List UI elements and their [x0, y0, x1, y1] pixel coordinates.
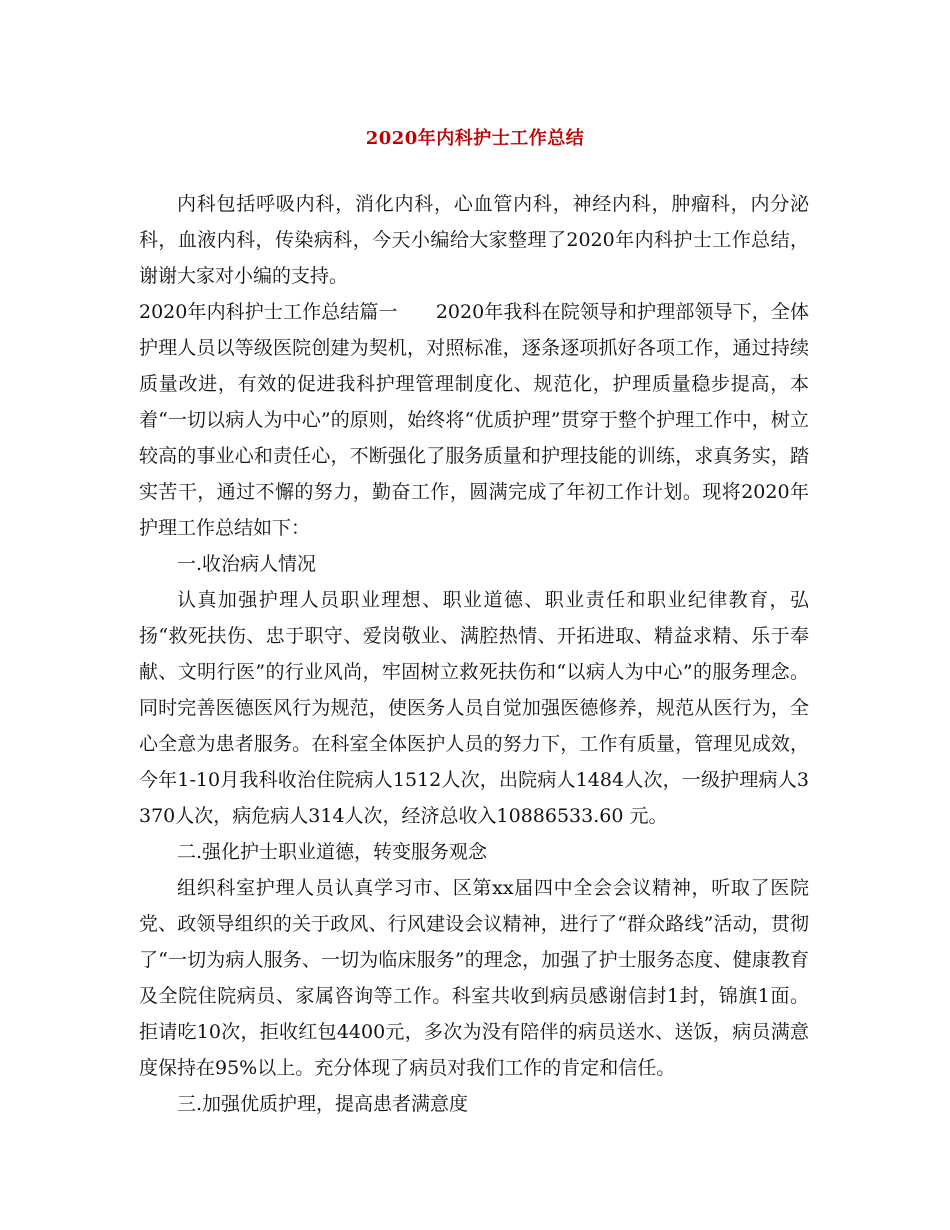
section-heading-1: 一.收治病人情况 [177, 553, 317, 575]
intro-paragraph: 内科包括呼吸内科，消化内科，心血管内科，神经内科，肿瘤科，内分泌科，血液内科，传染病科，今天小编给大家整理了2020年内科护士工作总结，谢谢大家对小编的支持。 [139, 193, 809, 287]
section-paragraph-2: 组织科室护理人员认真学习市、区第xx届四中全会会议精神，听取了医院党、政领导组织的关于政风、行风建设会议精神，进行了“群众路线”活动，贯彻了“一切为病人服务、一切为临床服务”的理念，加强了护士服务态度、健康教育及全院住院病员、家属咨询等工作。科室共收到病员感谢信封1封，锦旗1面。拒请吃10次，拒收红包4400元，多次为没有陪伴的病员送水、送饭，病员满意度保持在95%以上。充分体现了病员对我们工作的肯定和信任。 [139, 877, 809, 1079]
document-title: 2020年内科护士工作总结 [365, 128, 585, 149]
summary-paragraph: 2020年内科护士工作总结篇一 2020年我科在院领导和护理部领导下，全体护理人员以等级医院创建为契机，对照标准，逐条逐项抓好各项工作，通过持续质量改进，有效的促进我科护理管理制度化、规范化，护理质量稳步提高，本着“一切以病人为中心”的原则，始终将“优质护理”贯穿于整个护理工作中，树立较高的事业心和责任心，不断强化了服务质量和护理技能的训练，求真务实，踏实苦干，通过不懈的努力，勤奋工作，圆满完成了年初工作计划。现将2020年护理工作总结如下： [139, 301, 809, 539]
section-heading-3: 三.加强优质护理，提高患者满意度 [177, 1093, 469, 1115]
section-paragraph-1: 认真加强护理人员职业理想、职业道德、职业责任和职业纪律教育，弘扬“救死扶伤、忠于职守、爱岗敬业、满腔热情、开拓进取、精益求精、乐于奉献、文明行医”的行业风尚，牢固树立救死扶伤和“以病人为中心”的服务理念。同时完善医德医风行为规范，使医务人员自觉加强医德修养，规范从医行为，全心全意为患者服务。在科室全体医护人员的努力下，工作有质量，管理见成效，今年1-10月我科收治住院病人1512人次，出院病人1484人次，一级护理病人3370人次，病危病人314人次，经济总收入10886533.60 元。 [139, 589, 809, 827]
document-body [139, 186, 809, 1122]
section-heading-2: 二.强化护士职业道德，转变服务观念 [177, 841, 488, 863]
